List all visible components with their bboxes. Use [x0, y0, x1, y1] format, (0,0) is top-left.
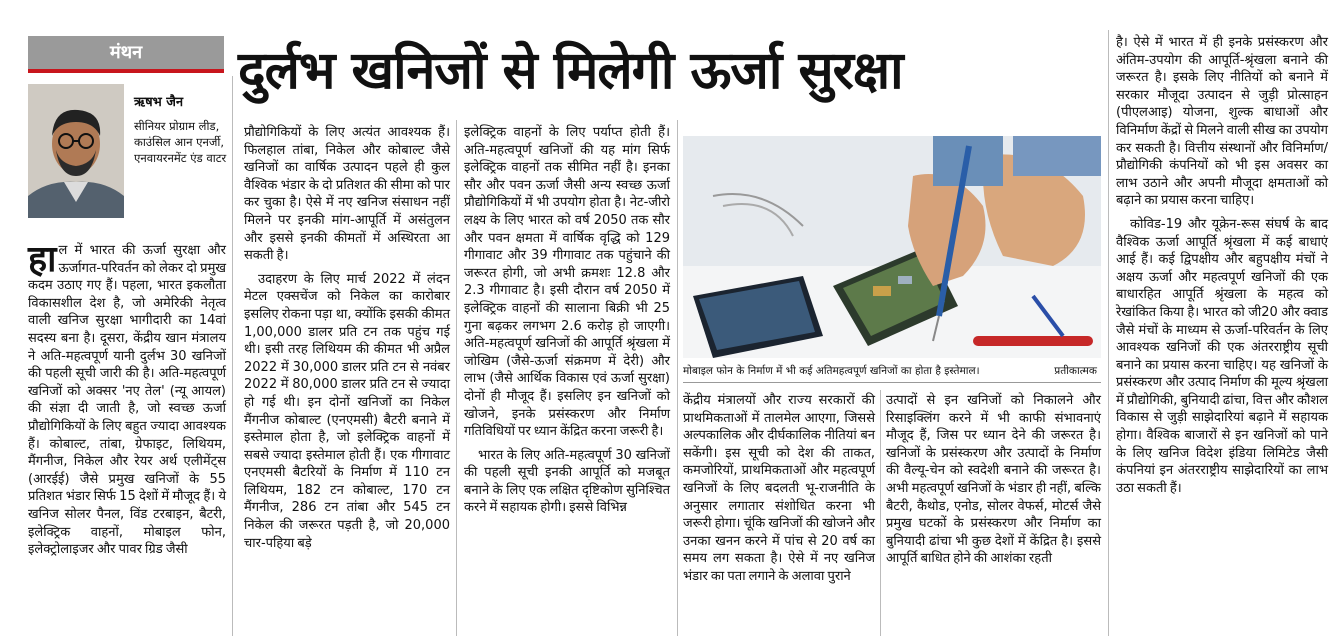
col6-paragraph-2: कोविड-19 और यूक्रेन-रूस संघर्ष के बाद वैश्विक ऊर्जा आपूर्ति श्रृंखला में कई बाधाएं आई हैं। कई द्विपक्षीय और बहुपक्षीय मंचों ने अक्षय ऊर्जा और महत्वपूर्ण खनिजों की एक बाधारहित आपूर्ति श्रृंखला के महत्व को रेखांकित किया है। भारत को जी20 और क्वाड जैसे मंचों के माध्यम से ऊर्जा-परिवर्तन के लिए आवश्यक खनिजों की एक अंतरराष्ट्रीय सूची बनाने का प्रयास करना चाहिए। यह खनिजों के प्रसंस्करण और उत्पाद निर्माण की मूल्य श्रृंखला में प्रौद्योगिकी, बुनियादी ढांचा, वित्त और कौशल विकास से जुड़ी साझेदारियां बढ़ाने में सहायक होगा। वैश्विक बाजारों से इन खनिजों को पाने के लिए खनिज विदेश इंडिया लिमिटेड जैसी कंपनियां इन अंतरराष्ट्रीय साझेदारियों का लाभ उठा सकती हैं।	[1116, 216, 1328, 496]
column-1	[28, 239, 226, 565]
col6-paragraph-1: है। ऐसे में भारत में ही इनके प्रसंस्करण और अंतिम-उपयोग की आपूर्ति-श्रृंखला बनाने की जरूरत है। इसके लिए नीतियों को बनाने में सरकार मौजूदा उत्पादन से जुड़ी प्रोत्साहन (पीएलआइ) योजना, शुल्क बाधाओं और विनिर्माण केंद्रों से मिलने वाली सीख का उपयोग कर सकती है। वित्तीय संस्थानों और विनिर्माण/प्रौद्योगिकी कंपनियों को भी इस अवसर का लाभ उठाने और अपनी मौजूदा क्षमताओं को बढ़ाने का प्रयास करना चाहिए।	[1116, 35, 1328, 209]
column-5	[886, 392, 1101, 574]
column-2	[244, 124, 450, 558]
col1-paragraph-1: ल में भारत की ऊर्जा सुरक्षा और ऊर्जागत-परिवर्तन को लेकर दो प्रमुख कदम उठाए गए हैं। पहला, भारत इकलौता विकासशील देश है, जो अमेरिकी नेतृत्व वाली खनिज सुरक्षा भागीदारी का 14वां सदस्य बना है। दूसरा, केंद्रीय खान मंत्रालय ने अति-महत्वपूर्ण यानी दुर्लभ 30 खनिजों की पहली सूची जारी की है। अति-महत्वपूर्ण खनिजों को अक्सर 'नए तेल' (न्यू आयल) की संज्ञा दी जाती है, जो स्वच्छ ऊर्जा प्रौद्योगिकियों के लिए बहुत ज्यादा आवश्यक हैं। कोबाल्ट, तांबा, ग्रेफाइट, लिथियम, मैंगनीज, निकेल और रेयर अर्थ एलीमेंट्स (आरईई) जैसे प्रमुख खनिजों के 55 प्रतिशत भंडार सिर्फ 15 देशों में मौजूद हैं। ये खनिज सोलर पैनल, विंड टरबाइन, बैटरी, इलेक्ट्रिक वाहनों, मोबाइल फोन, इलेक्ट्रोलाइजर और पावर ग्रिड जैसी	[28, 243, 226, 558]
col3-paragraph-2: भारत के लिए अति-महत्वपूर्ण 30 खनिजों की पहली सूची इनकी आपूर्ति को मजबूत बनाने के लिए एक लक्षित दृष्टिकोण सुनिश्चित करने में सहायक होगी। इससे विभिन्न	[464, 447, 670, 516]
caption-text: मोबाइल फोन के निर्माण में भी कई अतिमहत्वपूर्ण खनिजों का होता है इस्तेमाल।	[683, 365, 980, 377]
column-3	[464, 124, 670, 523]
image-caption	[683, 360, 1101, 383]
section-tag: मंथन	[28, 36, 224, 69]
author-photo	[28, 84, 124, 218]
author-role: सीनियर प्रोग्राम लीड, काउंसिल आन एनर्जी, एनवायरनमेंट एंड वाटर	[134, 119, 227, 165]
column-6	[1116, 34, 1328, 503]
col4-paragraph-1: केंद्रीय मंत्रालयों और राज्य सरकारों की प्राथमिकताओं में तालमेल आएगा, जिससे अल्पकालिक और दीर्घकालिक नीतियां बन सकेंगी। इस सूची को देश की ताकत, कमजोरियों, प्राथमिकताओं और महत्वपूर्ण खनिजों के लिए बदलती भू-राजनीति के अनुसार लगातार संशोधित करना भी जरूरी होगा। चूंकि खनिजों की खोजने और उनका खनन करने में पांच से 20 वर्ष का समय लग सकता है। ऐसे में नए खनिज भंडार का पता लगाने के अलावा पुराने	[683, 393, 875, 584]
col3-paragraph-1: इलेक्ट्रिक वाहनों के लिए पर्याप्त होती हैं। अति-महत्वपूर्ण खनिजों की यह मांग सिर्फ इलेक्ट्रिक वाहनों तक सीमित नहीं है। इनका सौर और पवन ऊर्जा जैसी अन्य स्वच्छ ऊर्जा प्रौद्योगिकियों में भी उपयोग होता है। नेट-जीरो लक्ष्य के लिए भारत को वर्ष 2050 तक सौर और पवन क्षमता में वार्षिक वृद्धि को 129 गीगावाट और 39 गीगावाट तक पहुंचाने की जरूरत होगी, जो अभी क्रमशः 12.8 और 2.3 गीगावाट है। इसी दौरान वर्ष 2050 में इलेक्ट्रिक वाहनों की सालाना बिक्री भी 25 गुना बढ़कर लगभग 2.6 करोड़ हो जाएगी। अति-महत्वपूर्ण खनिजों की आपूर्ति श्रृंखला में जोखिम (जैसे-ऊर्जा संक्रमण में देरी) और लाभ (जैसे आर्थिक विकास एवं ऊर्जा सुरक्षा) दोनों ही मौजूद हैं। इसलिए इन खनिजों को खोजने, इनके प्रसंस्करण और निर्माण गतिविधियों पर ध्यान केंद्रित करना जरूरी है।	[464, 125, 670, 440]
author-name: ऋषभ जैन	[134, 95, 184, 110]
image-credit: प्रतीकात्मक	[1054, 365, 1097, 377]
headline: दुर्लभ खनिजों से मिलेगी ऊर्जा सुरक्षा	[238, 41, 903, 101]
column-4	[683, 392, 875, 592]
drop-cap: हा	[28, 239, 57, 280]
col2-paragraph-1: प्रौद्योगिकियों के लिए अत्यंत आवश्यक हैं। फिलहाल तांबा, निकेल और कोबाल्ट जैसे खनिजों का वार्षिक उत्पादन पहले ही कुल वैश्विक भंडार के दो प्रतिशत की सीमा को पार कर चुका है। ऐसे में नए खनिज संसाधन नहीं मिलने पर इनकी मांग-आपूर्ति में असंतुलन और इससे इनकी कीमतों में अस्थिरता आ सकती है।	[244, 125, 450, 264]
article-image	[683, 136, 1101, 358]
col2-paragraph-2: उदाहरण के लिए मार्च 2022 में लंदन मेटल एक्सचेंज को निकेल का कारोबार इसलिए रोकना पड़ा था, क्योंकि इसकी कीमत 1,00,000 डालर प्रति टन तक पहुंच गई थी। इसी तरह लिथियम की कीमत भी अप्रैल 2022 में 30,000 डालर प्रति टन से नवंबर 2022 में 80,000 डालर प्रति टन से ज्यादा हो गई थी। इन दोनों खनिजों का निकेल मैंगनीज कोबाल्ट (एनएमसी) बैटरी बनाने में इस्तेमाल होता है, जो इलेक्ट्रिक वाहनों में सबसे ज्यादा इस्तेमाल होती हैं। एक गीगावाट एनएमसी बैटरियों के निर्माण में 110 टन लिथियम, 182 टन कोबाल्ट, 170 टन मैंगनीज, 286 टन तांबा और 545 टन निकेल की जरूरत पड़ती है, जो 20,000 चार-पहिया बड़े	[244, 271, 450, 551]
col5-paragraph-1: उत्पादों से इन खनिजों को निकालने और रिसाइक्लिंग करने में भी काफी संभावनाएं मौजूद हैं, जिस पर ध्यान देने की जरूरत है। खनिजों के प्रसंस्करण और उत्पादों के निर्माण की वैल्यू-चेन को स्वदेशी बनाने की जरूरत है। अभी महत्वपूर्ण खनिजों के भंडार ही नहीं, बल्कि बैटरी, कैथोड, एनोड, सोलर वेफर्स, मोटर्स जैसे प्रमुख घटकों के प्रसंस्करण और निर्माण का बुनियादी ढांचा भी कुछ देशों में केंद्रित है। इससे आपूर्ति बाधित होने की आशंका रहती	[886, 393, 1101, 567]
